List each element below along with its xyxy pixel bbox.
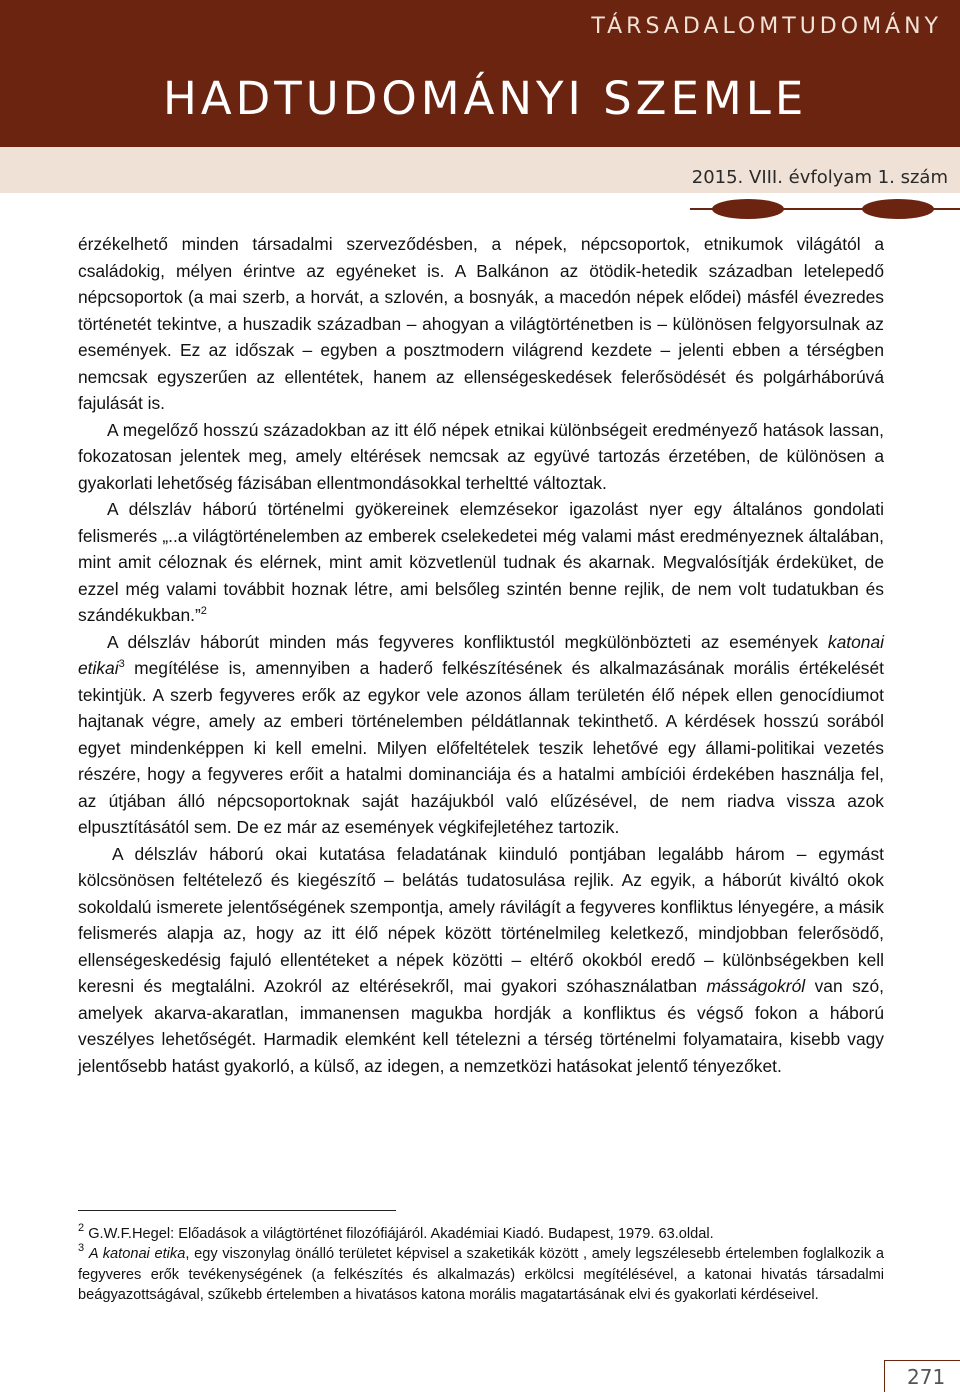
page-number: 271 [907,1365,946,1389]
emphasis: másságokról [706,976,806,996]
paragraph: A megelőző hosszú századokban az itt élő népek etnikai különbségeit eredményező hatások lassan, fokozatosan jelentek meg, amely eltérések nemcsak az együvé tartozás érzetében, de különösen a gyakorlati lehetőség fázisában ellentmondásokkal terheltté változtak. [78,419,884,493]
article-body [78,231,884,1079]
journal-header [0,0,960,147]
footnote-ref[interactable]: 2 [200,605,207,617]
section-name: TÁRSADALOMTUDOMÁNY [591,14,942,39]
paragraph-text: van szó, amelyek akarva-akaratlan, immanensen magukba hordják a konfliktus és végső fokon a háború veszélyes lehetőségét. Harmadik elemként kell tételezni a térség történelmi folyamataira, kisebb vagy jelentősebb hatást gyakorló, a külső, az idegen, a nemzetközi hatásokat jelentő tényezőket. [78,976,884,1076]
ornament-icon [690,198,960,220]
paragraph: érzékelhető minden társadalmi szerveződésben, a népek, népcsoportok, etnikumok világától a családokig, mélyen érintve az egyéneket is. A Balkánon az ötödik-hetedik században letelepedő népcsoportok (a mai szerb, a horvát, a szlovén, a bosnyák, a macedón népek elődei) másfél évezredes történetét tekintve, a huszadik században – ahogyan a világtörténetben is – különösen felgyorsulnak az események. Ez az időszak – egyben a posztmodern világrend kezdete – jelenti ebben a térségben nemcsak egyszerűen az ellentétek, hanem az ellenségeskedések felerősödését és polgárháborúvá fajulását is. [78,234,884,413]
footnote [78,1244,884,1305]
issue-info: 2015. VIII. évfolyam 1. szám [691,167,948,188]
footnote-text: , egy viszonylag önálló területet képvisel a szaketikák között , amely legszélesebb értelemben foglalkozik a fegyveres erők tevékenységének (a felkészítés és alkalmazás) erkölcsi megítélésével, a katonai hivatás társadalmi beágyazottságával, szűkebb értelemben a hivatásos katona morális magatartásának elvi és gyakorlati kérdéseivel. [78,1246,885,1304]
footnote [78,1224,884,1244]
emphasis: katonai etikai [78,631,884,678]
footnote-ref[interactable]: 3 [118,658,125,670]
page-number-box [884,1360,960,1392]
paragraph [78,629,884,841]
footnote-number: 2 [78,1222,85,1234]
paragraph-text: A délszláv háború történelmi gyökereinek elemzésekor igazolást nyer egy általános gondolati felismerés „..a világtörténelemben az emberek cselekedetei még valami mást eredményeznek általában, mint amit céloznak és elérnek, mint amit közvetlenül tudnak és akarnak. Megvalósítják érdeküket, de ezzel még valami továbbit hoznak létre, ami belsőleg szintén benne rejlik, de nem volt tudatukban és szándékukban.” [78,499,884,625]
footnote-text: G.W.F.Hegel: Előadások a világtörténet filozófiájáról. Akadémiai Kiadó. Budapest, 1979. 63.oldal. [88,1226,714,1242]
paragraph [78,496,884,629]
paragraph-text: megítélése is, amennyiben a haderő felkészítésének és alkalmazásának morális értékelését tekintjük. A szerb fegyveres erők az egykor vele azonos állam területén élő népek ellen genocídiumot hajtanak végre, amely az emberi történelemben példátlannak tekinthető. A kérdések hosszú sorából egyet mindenképpen ki kell emelni. Milyen előfeltételek teszik lehetővé egy állami-politikai vezetés részére, hogy a fegyveres erőit a hatalmi dominanciája és a hatalmi ambíciói érdekében használja fel, az útjában álló népcsoportoknak saját hazájukból való elűzésével, de nem riadva vissza azok elpusztításától sem. De ez már az események végkifejletéhez tartozik. [78,658,884,837]
journal-title: HADTUDOMÁNYI SZEMLE [163,72,808,125]
footnotes [78,1224,884,1306]
paragraph-text: A délszláv háborút minden más fegyveres konfliktustól megkülönbözteti az események [107,631,828,652]
paragraph [78,841,884,1080]
footnote-divider [78,1210,396,1211]
paragraph-text: A délszláv háború okai kutatása feladatának kiinduló pontjában legalább három – egymást kölcsönösen feltételező és kiegészítő – belátás tudatosulása rejlik. Az egyik, a háborút kiváltó okok sokoldalú ismerete jelentőségének szempontja, amely rávilágít a fegyveres konfliktus lényegére, a másik felismerés alapja az, hogy az itt élő népek között történelmileg keletkező, mindjobban felerősödő, ellenségeskedésig fajuló ellentéteket a népek közötti – eltérő okokból eredő – különbségekben kell keresni és megtalálni. Azokról az eltérésekről, mai gyakori szóhasználatban [78,843,884,996]
footnote-emphasis: A katonai etika [88,1246,186,1263]
footnote-number: 3 [78,1242,85,1255]
